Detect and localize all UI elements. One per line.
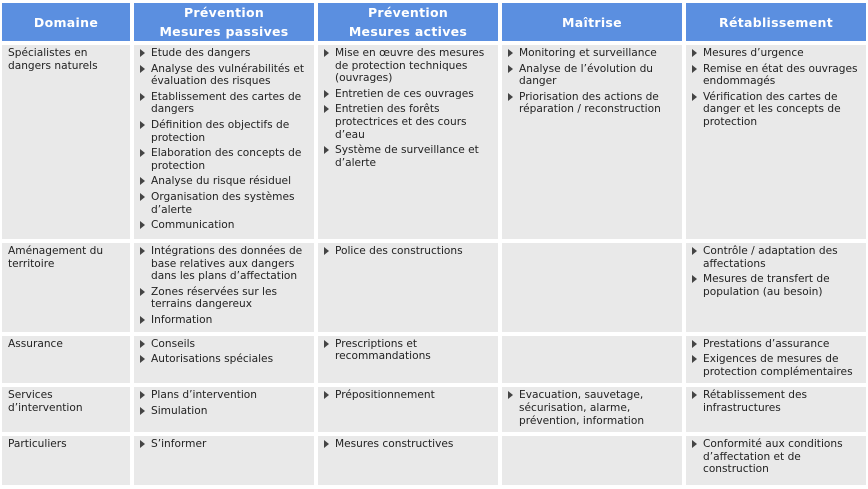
list-item: Rétablissement des infrastructures bbox=[691, 389, 862, 414]
measure-cell bbox=[134, 243, 314, 332]
list-item: Exigences de mesures de protection complémentaires bbox=[691, 353, 862, 378]
list-item: Organisation des systèmes d’alerte bbox=[139, 191, 310, 216]
measure-list bbox=[691, 338, 862, 379]
list-item: Analyse du risque résiduel bbox=[139, 175, 310, 188]
list-item: Prestations d’assurance bbox=[691, 338, 862, 351]
measure-list bbox=[691, 389, 862, 414]
domain-cell: Particuliers bbox=[2, 436, 130, 485]
header-line: Prévention bbox=[183, 5, 265, 20]
header-line: Prévention bbox=[367, 5, 449, 20]
measure-list bbox=[691, 47, 862, 129]
list-item: Remise en état des ouvrages endommagés bbox=[691, 63, 862, 88]
measure-cell bbox=[318, 436, 498, 485]
list-item: Plans d’intervention bbox=[139, 389, 310, 402]
list-item: Analyse des vulnérabilités et évaluation des risques bbox=[139, 63, 310, 88]
list-item: Mesures constructives bbox=[323, 438, 494, 451]
measure-list bbox=[139, 47, 310, 232]
list-item: Communication bbox=[139, 219, 310, 232]
domain-cell: Assurance bbox=[2, 336, 130, 384]
measure-list bbox=[139, 338, 310, 366]
table-row bbox=[2, 387, 866, 432]
list-item: Définition des objectifs de protection bbox=[139, 119, 310, 144]
list-item: Etablissement des cartes de dangers bbox=[139, 91, 310, 116]
list-item: Système de surveillance et d’alerte bbox=[323, 144, 494, 169]
measure-cell bbox=[686, 45, 866, 239]
domain-cell: Services d’intervention bbox=[2, 387, 130, 432]
measure-cell bbox=[686, 336, 866, 384]
header-prevention-passives bbox=[134, 3, 314, 41]
list-item: Entretien des forêts protectrices et des cours d’eau bbox=[323, 103, 494, 141]
header-line: Mesures passives bbox=[159, 24, 289, 39]
list-item: S’informer bbox=[139, 438, 310, 451]
list-item: Elaboration des concepts de protection bbox=[139, 147, 310, 172]
list-item: Police des constructions bbox=[323, 245, 494, 258]
table-row bbox=[2, 336, 866, 384]
list-item: Mesures de transfert de population (au besoin) bbox=[691, 273, 862, 298]
measure-cell bbox=[318, 336, 498, 384]
list-item: Prépositionnement bbox=[323, 389, 494, 402]
list-item: Mesures d’urgence bbox=[691, 47, 862, 60]
measure-cell bbox=[502, 436, 682, 485]
measure-cell bbox=[686, 436, 866, 485]
measure-list bbox=[691, 438, 862, 476]
measure-list bbox=[691, 245, 862, 298]
measure-cell bbox=[502, 243, 682, 332]
list-item: Etude des dangers bbox=[139, 47, 310, 60]
measure-list bbox=[323, 47, 494, 169]
list-item: Contrôle / adaptation des affectations bbox=[691, 245, 862, 270]
header-prevention-actives bbox=[318, 3, 498, 41]
measure-cell bbox=[502, 336, 682, 384]
header-line: Maîtrise bbox=[562, 14, 622, 30]
measure-list bbox=[139, 245, 310, 327]
header-line: Rétablissement bbox=[719, 14, 833, 30]
header-maitrise bbox=[502, 3, 682, 41]
list-item: Prescriptions et recommandations bbox=[323, 338, 494, 363]
list-item: Autorisations spéciales bbox=[139, 353, 310, 366]
measure-cell bbox=[502, 387, 682, 432]
list-item: Intégrations des données de base relatives aux dangers dans les plans d’affectation bbox=[139, 245, 310, 283]
measure-cell bbox=[134, 336, 314, 384]
measure-list bbox=[323, 245, 494, 258]
measure-cell bbox=[686, 387, 866, 432]
measure-cell bbox=[134, 387, 314, 432]
measure-cell bbox=[134, 45, 314, 239]
list-item: Conformité aux conditions d’affectation et de construction bbox=[691, 438, 862, 476]
list-item: Vérification des cartes de danger et les concepts de protection bbox=[691, 91, 862, 129]
measure-list bbox=[323, 438, 494, 451]
list-item: Evacuation, sauvetage, sécurisation, alarme, prévention, information bbox=[507, 389, 678, 427]
list-item: Conseils bbox=[139, 338, 310, 351]
measure-list bbox=[139, 438, 310, 451]
table-row bbox=[2, 243, 866, 332]
measure-cell bbox=[502, 45, 682, 239]
measure-cell bbox=[318, 387, 498, 432]
measure-list bbox=[507, 389, 678, 427]
header-row bbox=[2, 3, 866, 41]
measure-list bbox=[507, 47, 678, 116]
domain-cell: Spécialistes en dangers naturels bbox=[2, 45, 130, 239]
list-item: Entretien de ces ouvrages bbox=[323, 88, 494, 101]
domain-cell: Aménagement du territoire bbox=[2, 243, 130, 332]
header-line: Mesures actives bbox=[348, 24, 468, 39]
list-item: Priorisation des actions de réparation / reconstruction bbox=[507, 91, 678, 116]
list-item: Analyse de l’évolution du danger bbox=[507, 63, 678, 88]
measure-cell bbox=[318, 45, 498, 239]
header-retablissement bbox=[686, 3, 866, 41]
header-line: Domaine bbox=[33, 14, 99, 30]
table-row bbox=[2, 45, 866, 239]
list-item: Simulation bbox=[139, 405, 310, 418]
measure-list bbox=[323, 338, 494, 363]
list-item: Zones réservées sur les terrains dangereux bbox=[139, 286, 310, 311]
measure-cell bbox=[318, 243, 498, 332]
table-row bbox=[2, 436, 866, 485]
measure-cell bbox=[686, 243, 866, 332]
measure-cell bbox=[134, 436, 314, 485]
list-item: Mise en œuvre des mesures de protection techniques (ouvrages) bbox=[323, 47, 494, 85]
list-item: Information bbox=[139, 314, 310, 327]
measure-list bbox=[139, 389, 310, 417]
header-domaine bbox=[2, 3, 130, 41]
list-item: Monitoring et surveillance bbox=[507, 47, 678, 60]
measure-list bbox=[323, 389, 494, 402]
